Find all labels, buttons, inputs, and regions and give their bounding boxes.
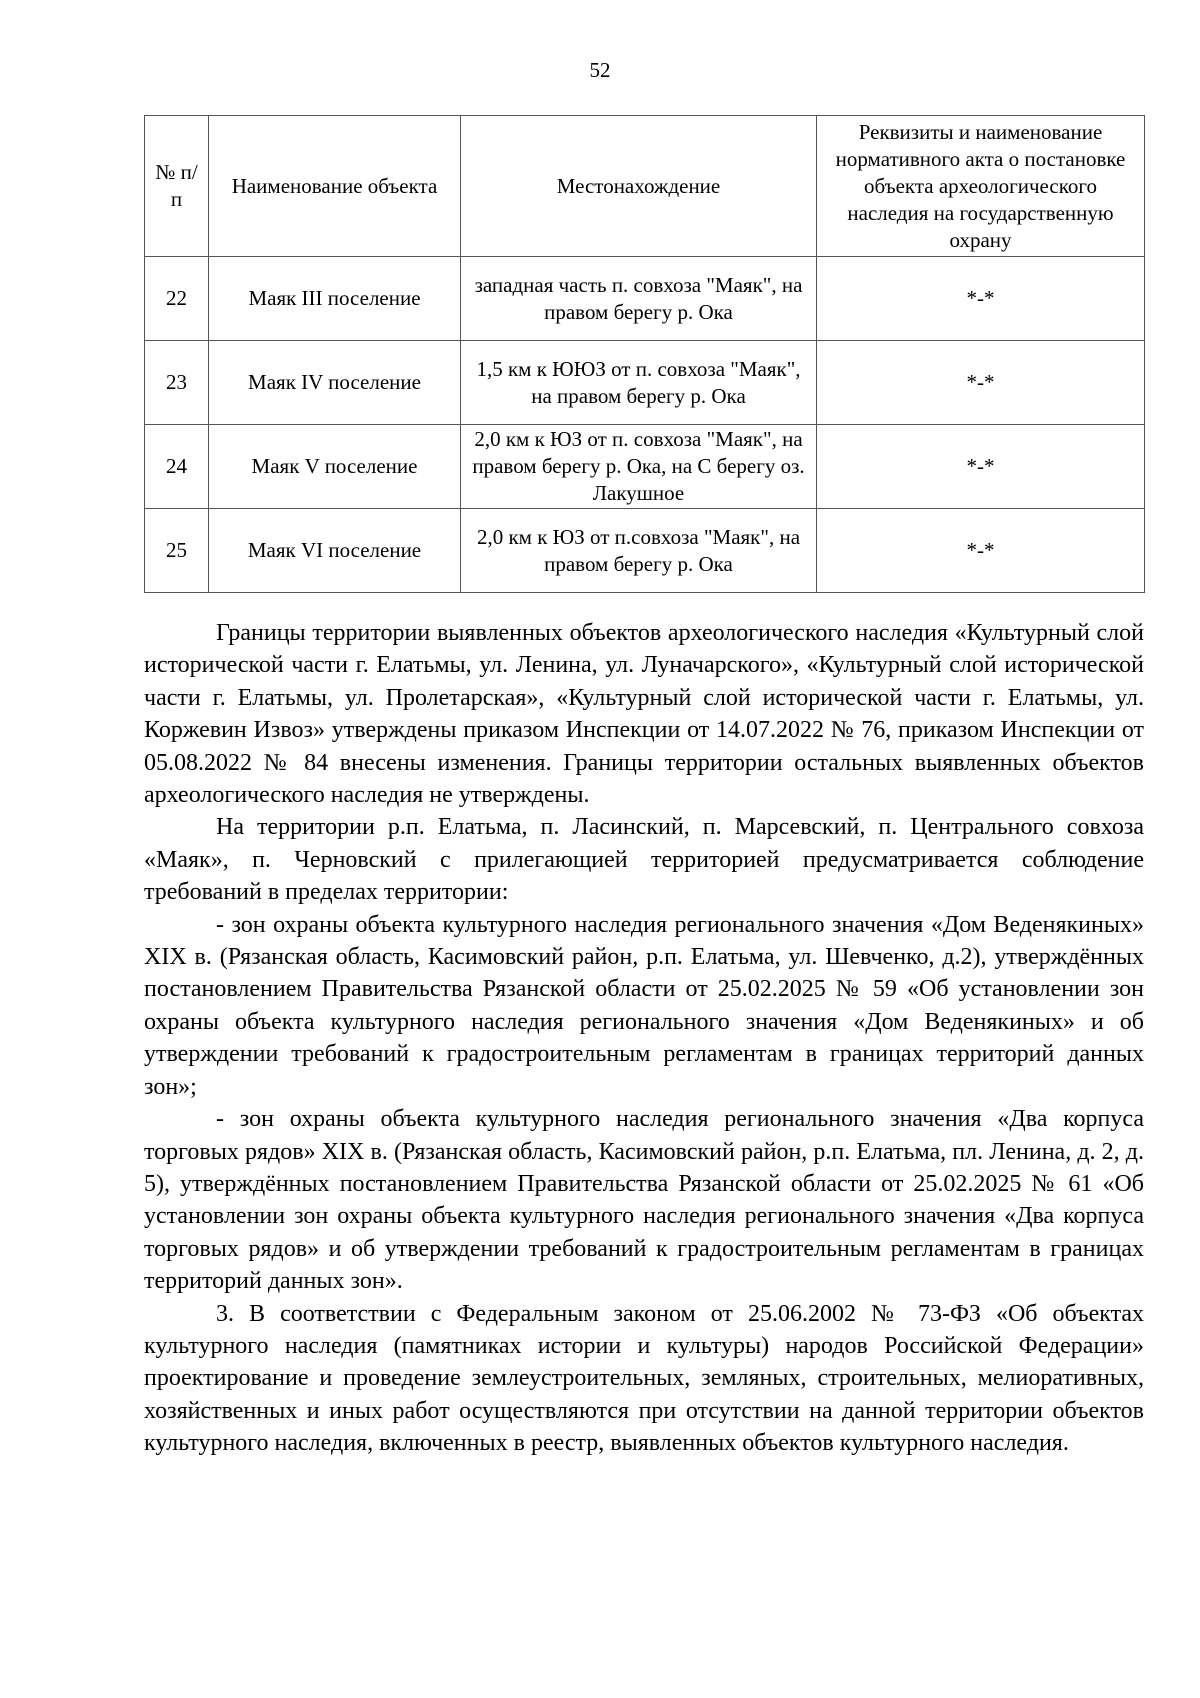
paragraph-territory-requirements: На территории р.п. Елатьма, п. Ласинский, п. Марсевский, п. Центрального совхоза «Маяк», п. Черновский с прилегающией территорией предусматривается соблюдение требований в пределах территории:: [144, 814, 1144, 906]
cell-name: Маяк IV поселение: [209, 341, 461, 425]
header-location: Местонахождение: [461, 116, 817, 257]
table-row: [145, 257, 1145, 341]
cell-number: 22: [145, 257, 209, 341]
archaeology-objects-table: [144, 115, 1145, 593]
body-text: [144, 617, 1144, 1460]
table-row: [145, 425, 1145, 509]
cell-number: 23: [145, 341, 209, 425]
list-item-dom-vedenyakinykh: - зон охраны объекта культурного наследия регионального значения «Дом Веденякиных» XIX в. (Рязанская область, Касимовский район, р.п. Елатьма, ул. Шевченко, д.2), утверждённых постановлением Правительства Рязанской области от 25.02.2025 № 59 «Об установлении зон охраны объекта культурного наследия регионального значения «Дом Веденякиных» и об утверждении требований к градостроительным регламентам в границах территорий данных зон»;: [144, 911, 1144, 1100]
paragraph-federal-law: 3. В соответствии с Федеральным законом от 25.06.2002 № 73-ФЗ «Об объектах культурного наследия (памятниках истории и культуры) народов Российской Федерации» проектирование и проведение землеустроительных, земляных, строительных, мелиоративных, хозяйственных и иных работ осуществляются при отсутствии на данной территории объектов культурного наследия, включенных в реестр, выявленных объектов культурного наследия.: [144, 1300, 1144, 1457]
table-row: [145, 509, 1145, 593]
cell-name: Маяк VI поселение: [209, 509, 461, 593]
cell-location: западная часть п. совхоза "Маяк", на правом берегу р. Ока: [461, 257, 817, 341]
cell-location: 2,0 км к ЮЗ от п.совхоза "Маяк", на правом берегу р. Ока: [461, 509, 817, 593]
header-name: Наименование объекта: [209, 116, 461, 257]
header-number: № п/п: [145, 116, 209, 257]
cell-name: Маяк III поселение: [209, 257, 461, 341]
cell-location: 2,0 км к ЮЗ от п. совхоза "Маяк", на правом берегу р. Ока, на С берегу оз. Лакушное: [461, 425, 817, 509]
table-row: [145, 341, 1145, 425]
page-number: 52: [589, 58, 611, 82]
cell-name: Маяк V поселение: [209, 425, 461, 509]
cell-act: *-*: [817, 257, 1145, 341]
list-item-trade-rows: - зон охраны объекта культурного наследия регионального значения «Два корпуса торговых рядов» XIX в. (Рязанская область, Касимовский район, р.п. Елатьма, пл. Ленина, д. 2, д. 5), утверждённых постановлением Правительства Рязанской области от 25.02.2025 № 61 «Об установлении зон охраны объекта культурного наследия регионального значения «Два корпуса торговых рядов» и об утверждении требований к градостроительным регламентам в границах территорий данных зон».: [144, 1106, 1144, 1295]
cell-act: *-*: [817, 509, 1145, 593]
cell-number: 24: [145, 425, 209, 509]
paragraph-boundaries: Границы территории выявленных объектов археологического наследия «Культурный слой исторической части г. Елатьмы, ул. Ленина, ул. Луначарского», «Культурный слой исторической части г. Елатьмы, ул. Пролетарская», «Культурный слой исторической части г. Елатьмы, ул. Коржевин Извоз» утверждены приказом Инспекции от 14.07.2022 № 76, приказом Инспекции от 05.08.2022 № 84 внесены изменения. Границы территории остальных выявленных объектов археологического наследия не утверждены.: [144, 620, 1144, 809]
cell-act: *-*: [817, 341, 1145, 425]
cell-location: 1,5 км к ЮЮЗ от п. совхоза "Маяк", на правом берегу р. Ока: [461, 341, 817, 425]
cell-act: *-*: [817, 425, 1145, 509]
table-header-row: [145, 116, 1145, 257]
header-act: Реквизиты и наименование нормативного акта о постановке объекта археологического наследия на государственную охрану: [817, 116, 1145, 257]
cell-number: 25: [145, 509, 209, 593]
